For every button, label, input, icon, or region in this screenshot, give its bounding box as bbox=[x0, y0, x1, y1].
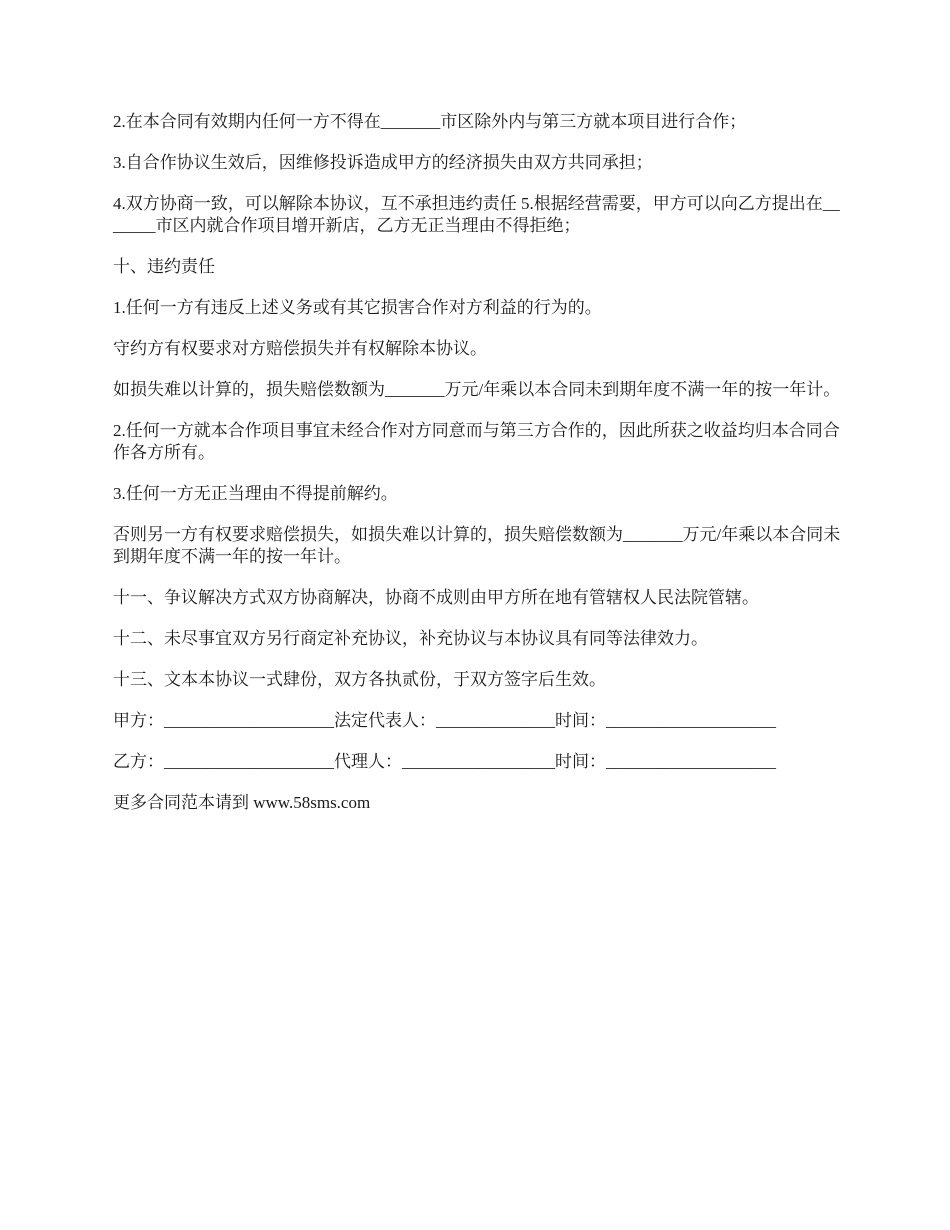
section-dispute-resolution: 十一、争议解决方式双方协商解决，协商不成则由甲方所在地有管辖权人民法院管辖。 bbox=[113, 588, 759, 607]
breach-clause-3: 3.任何一方无正当理由不得提前解约。 bbox=[113, 484, 398, 503]
signature-line-party-a: 甲方：____________________法定代表人：______________时间：____________________ bbox=[113, 711, 776, 730]
contract-page bbox=[113, 111, 843, 833]
breach-clause-1: 1.任何一方有违反上述义务或有其它损害合作对方利益的行为的。 bbox=[113, 298, 602, 317]
footer-note: 更多合同范本请到 www.58sms.com bbox=[113, 793, 371, 812]
signature-line-party-b: 乙方：____________________代理人：__________________时间：____________________ bbox=[113, 752, 776, 771]
clause-2-no-third-party: 2.在本合同有效期内任何一方不得在_______市区除外内与第三方就本项目进行合作； bbox=[113, 112, 747, 131]
section-copies: 十三、文本本协议一式肆份，双方各执贰份，于双方签字后生效。 bbox=[113, 670, 606, 689]
clause-3-loss-sharing: 3.自合作协议生效后，因维修投诉造成甲方的经济损失由双方共同承担； bbox=[113, 153, 653, 172]
breach-clause-1-damages: 如损失难以计算的，损失赔偿数额为_______万元/年乘以本合同未到期年度不满一年的按一年计。 bbox=[113, 380, 841, 399]
clause-4-termination: 4.双方协商一致，可以解除本协议，互不承担违约责任 5.根据经营需要，甲方可以向乙方提出在_______市区内就合作项目增开新店，乙方无正当理由不得拒绝； bbox=[113, 194, 840, 235]
section-supplementary: 十二、未尽事宜双方另行商定补充协议，补充协议与本协议具有同等法律效力。 bbox=[113, 629, 708, 648]
section-heading-breach: 十、违约责任 bbox=[113, 257, 215, 276]
breach-clause-2: 2.任何一方就本合作项目事宜未经合作对方同意而与第三方合作的，因此所获之收益均归本合同合作各方所有。 bbox=[113, 421, 840, 462]
breach-clause-1-remedy: 守约方有权要求对方赔偿损失并有权解除本协议。 bbox=[113, 339, 487, 358]
breach-clause-3-damages: 否则另一方有权要求赔偿损失，如损失难以计算的，损失赔偿数额为_______万元/年乘以本合同未到期年度不满一年的按一年计。 bbox=[113, 525, 841, 566]
